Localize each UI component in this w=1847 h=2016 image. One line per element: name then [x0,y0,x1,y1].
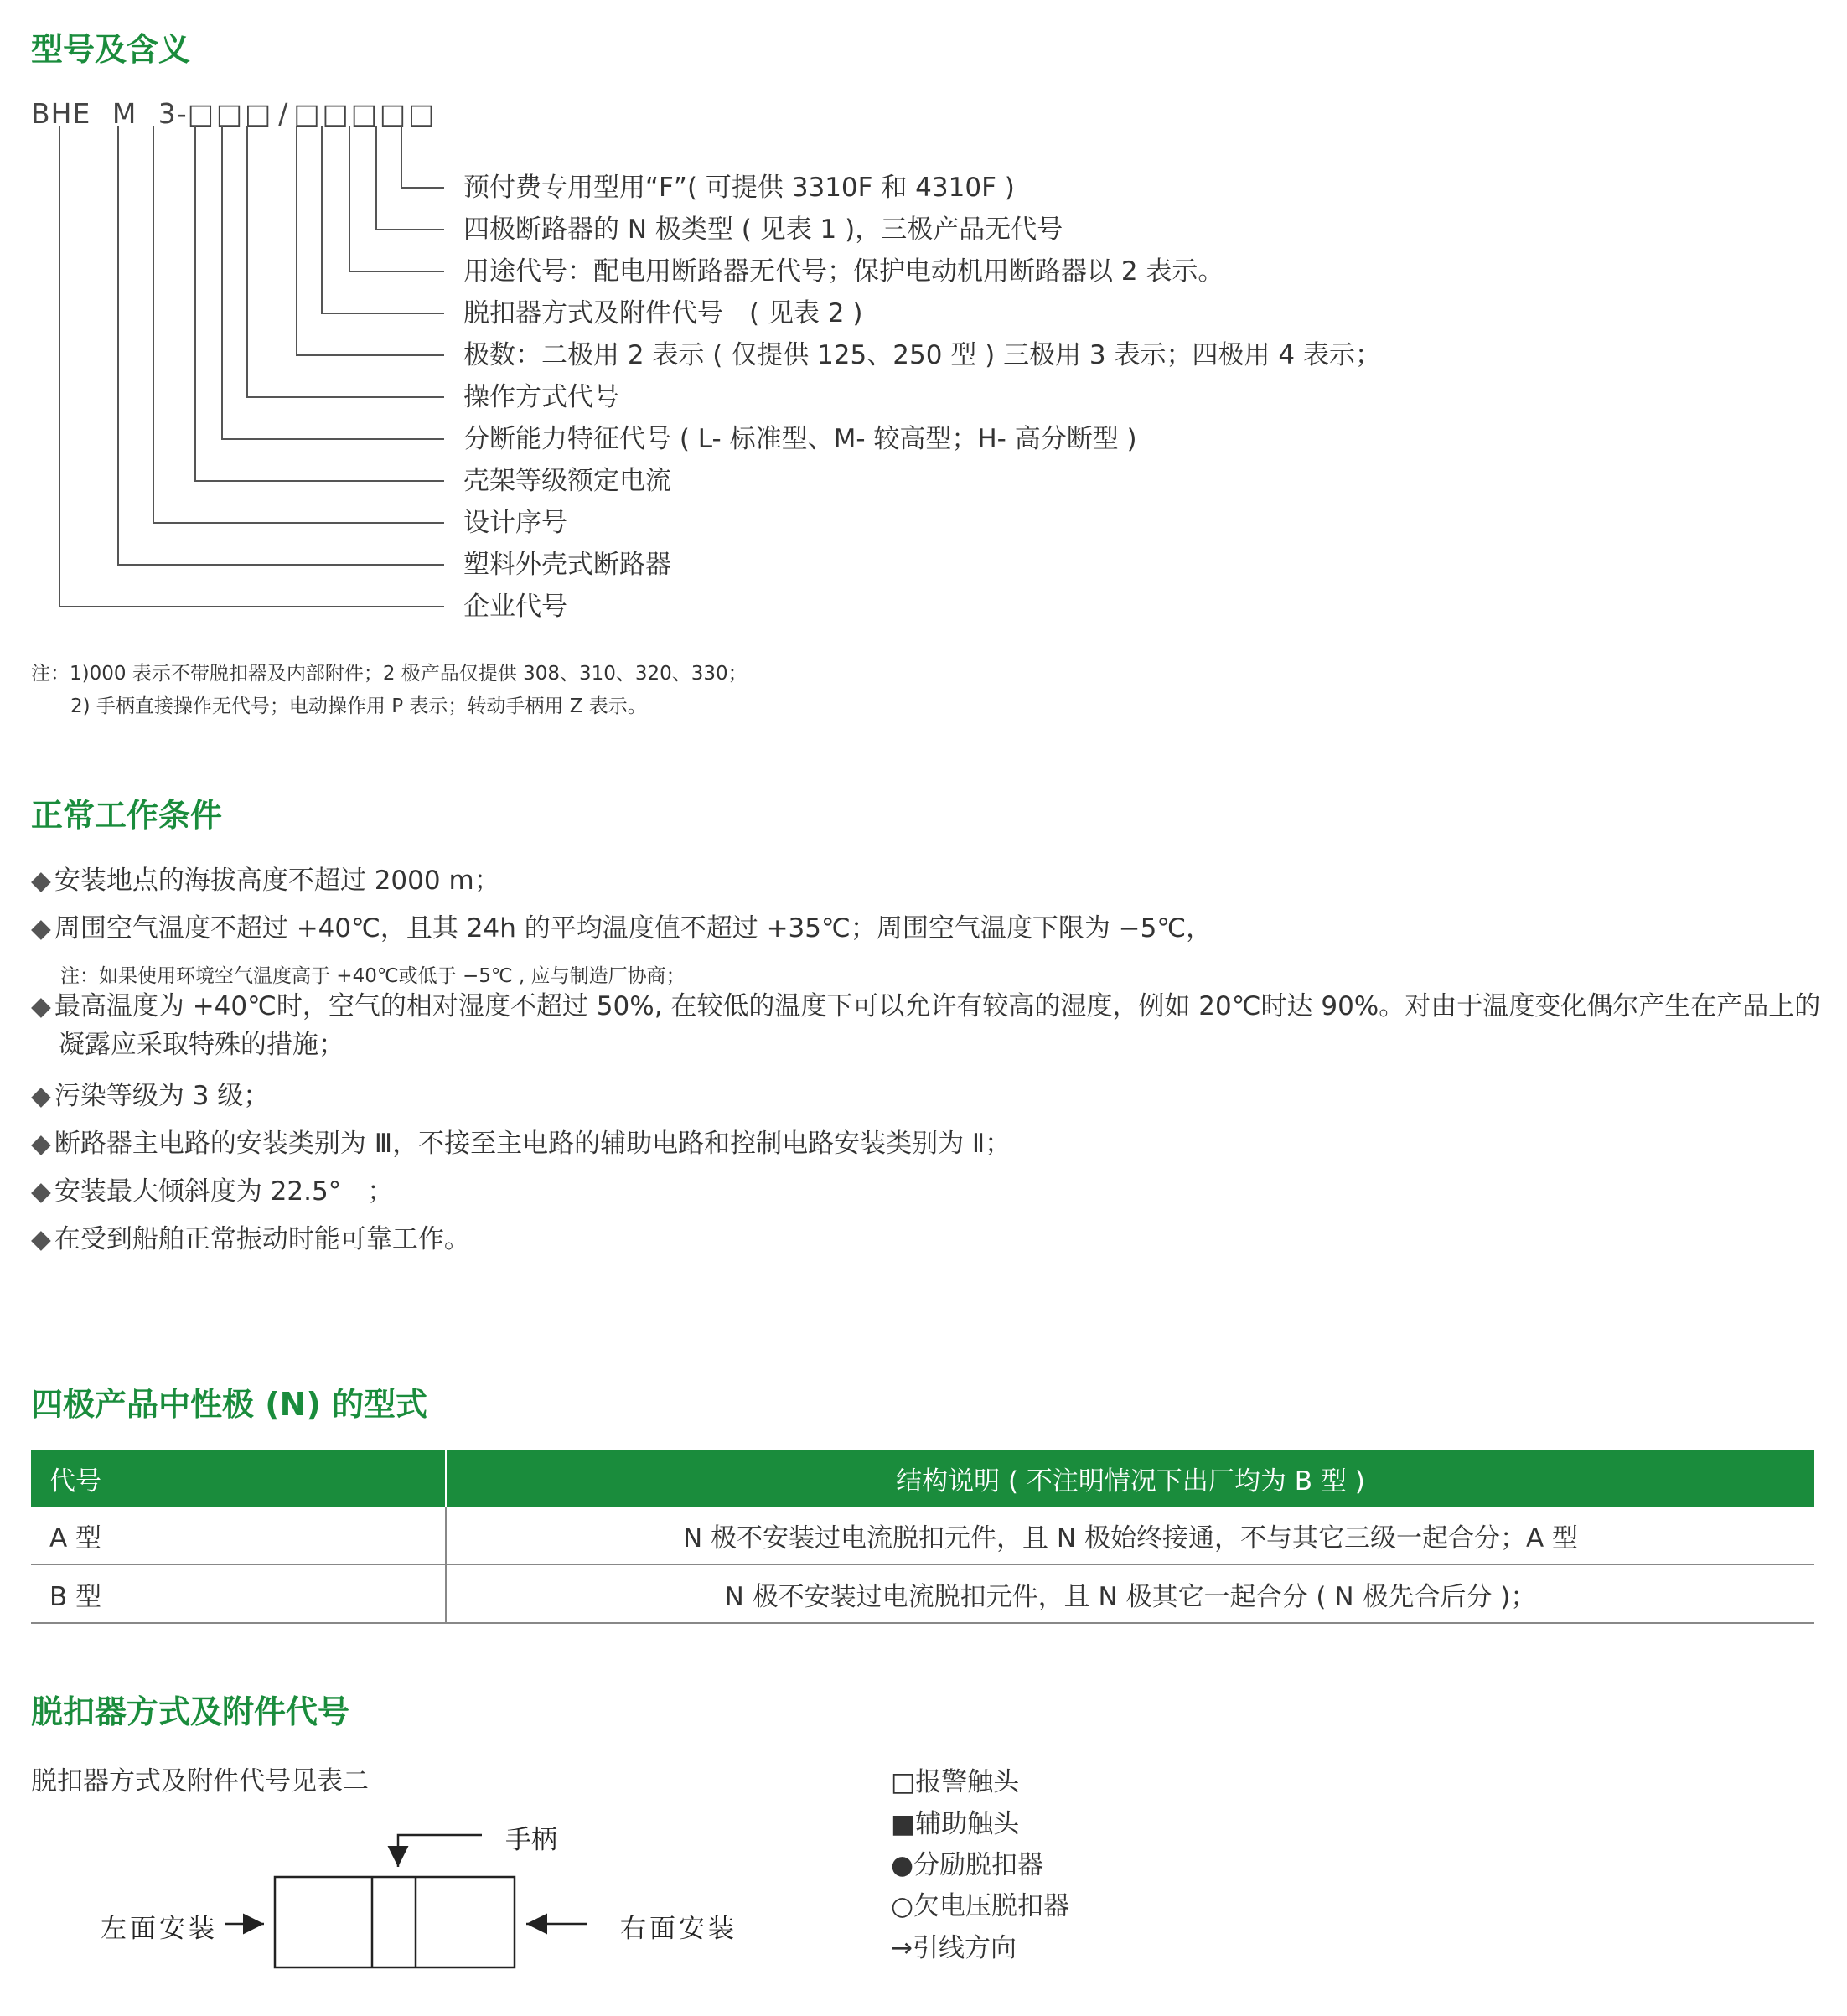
section-title-model: 型号及含义 [31,31,191,68]
model-item-3: 用途代号：配电用断路器无代号；保护电动机用断路器以 2 表示。 [463,256,1224,287]
table-cell-structure: N 极不安装过电流脱扣元件，且 N 极始终接通，不与其它三级一起合分；A 型 [446,1507,1814,1564]
diagram-label-right: 右面安装 [620,1914,737,1944]
diamond-bullet-icon: ◆ [31,1176,51,1207]
diamond-bullet-icon: ◆ [31,866,51,896]
table-header-code: 代号 [31,1450,446,1507]
diamond-bullet-icon: ◆ [31,1081,51,1111]
model-note-2: 2) 手柄直接操作无代号；电动操作用 P 表示；转动手柄用 Z 表示。 [70,695,647,717]
model-box-group1: □□□ [187,97,274,130]
diagram-label-left: 左面安装 [101,1914,218,1944]
diamond-bullet-icon: ◆ [31,913,51,943]
n-pole-table [31,1450,1814,1624]
model-slash: / [278,97,289,130]
condition-item-2: ◆ 周围空气温度不超过 +40℃，且其 24h 的平均温度值不超过 +35℃；周围空气温度下限为 −5℃， [31,913,1213,943]
condition-item-3-cont: 凝露应采取特殊的措施； [59,1030,344,1060]
table-cell-structure: N 极不安装过电流脱扣元件，且 N 极其它一起合分 ( N 极先合后分 )； [446,1564,1814,1623]
model-code-bracket-lines [0,0,1847,620]
diamond-bullet-icon: ◆ [31,991,51,1021]
model-num: 3- [158,97,188,130]
legend-shunt-release: ●分励脱扣器 [891,1850,1044,1880]
condition-note: 注：如果使用环境空气温度高于 +40℃或低于 −5℃ , 应与制造厂协商； [60,965,686,987]
legend-auxiliary-contact: ■辅助触头 [891,1809,1020,1839]
legend-lead-direction: →引线方向 [891,1933,1017,1963]
model-item-6: 操作方式代号 [463,382,619,412]
table-row [31,1564,1814,1623]
legend-alarm-contact: □报警触头 [891,1767,1020,1797]
model-item-10: 塑料外壳式断路器 [463,550,671,580]
table-header-row [31,1450,1814,1507]
condition-item-3: ◆ 最高温度为 +40℃时，空气的相对湿度不超过 50%, 在较低的温度下可以允许有较高的湿度，例如 20℃时达 90%。对由于温度变化偶尔产生在产品上的 [31,991,1821,1021]
handle-arrow [398,1835,482,1867]
table-cell-code: A 型 [31,1507,446,1564]
section-title-release: 脱扣器方式及附件代号 [31,1693,350,1730]
model-m: M [111,97,137,130]
diagram-label-handle: 手柄 [505,1825,557,1855]
mounting-diagram [84,1810,670,1977]
legend-undervoltage-release: ○欠电压脱扣器 [891,1891,1070,1921]
section-title-n-pole: 四极产品中性极 (N) 的型式 [31,1386,427,1423]
table-cell-code: B 型 [31,1564,446,1623]
model-item-7: 分断能力特征代号 ( L- 标准型、M- 较高型；H- 高分断型 ) [463,424,1137,454]
table-header-structure: 结构说明 ( 不注明情况下出厂均为 B 型 ) [446,1450,1814,1507]
model-item-4: 脱扣器方式及附件代号 ( 见表 2 ) [463,298,863,328]
model-item-1: 预付费专用型用“F”( 可提供 3310F 和 4310F ) [463,173,1015,203]
model-note-1: 注：1)000 表示不带脱扣器及内部附件；2 极产品仅提供 308、310、320、330； [31,663,748,685]
model-item-5: 极数：二极用 2 表示 ( 仅提供 125、250 型 ) 三极用 3 表示；四极用 4 表示； [463,340,1381,370]
condition-item-1: ◆ 安装地点的海拔高度不超过 2000 m； [31,866,500,896]
model-box-group2: □□□□□ [293,97,437,130]
model-item-8: 壳架等级额定电流 [463,466,671,496]
condition-item-5: ◆ 断路器主电路的安装类别为 Ⅲ，不接至主电路的辅助电路和控制电路安装类别为 Ⅱ； [31,1129,1011,1159]
model-item-9: 设计序号 [463,508,567,538]
model-item-2: 四极断路器的 N 极类型 ( 见表 1 )，三极产品无代号 [463,215,1063,245]
table-row [31,1507,1814,1564]
diamond-bullet-icon: ◆ [31,1224,51,1254]
condition-item-7: ◆ 在受到船舶正常振动时能可靠工作。 [31,1224,470,1254]
model-prefix: BHE [31,97,91,130]
release-description: 脱扣器方式及附件代号见表二 [31,1766,369,1796]
condition-item-6: ◆ 安装最大倾斜度为 22.5° ； [31,1176,394,1207]
section-title-conditions: 正常工作条件 [31,797,223,834]
diamond-bullet-icon: ◆ [31,1129,51,1159]
condition-item-4: ◆ 污染等级为 3 级； [31,1081,270,1111]
model-item-11: 企业代号 [463,592,567,622]
breaker-outline [275,1877,515,1967]
